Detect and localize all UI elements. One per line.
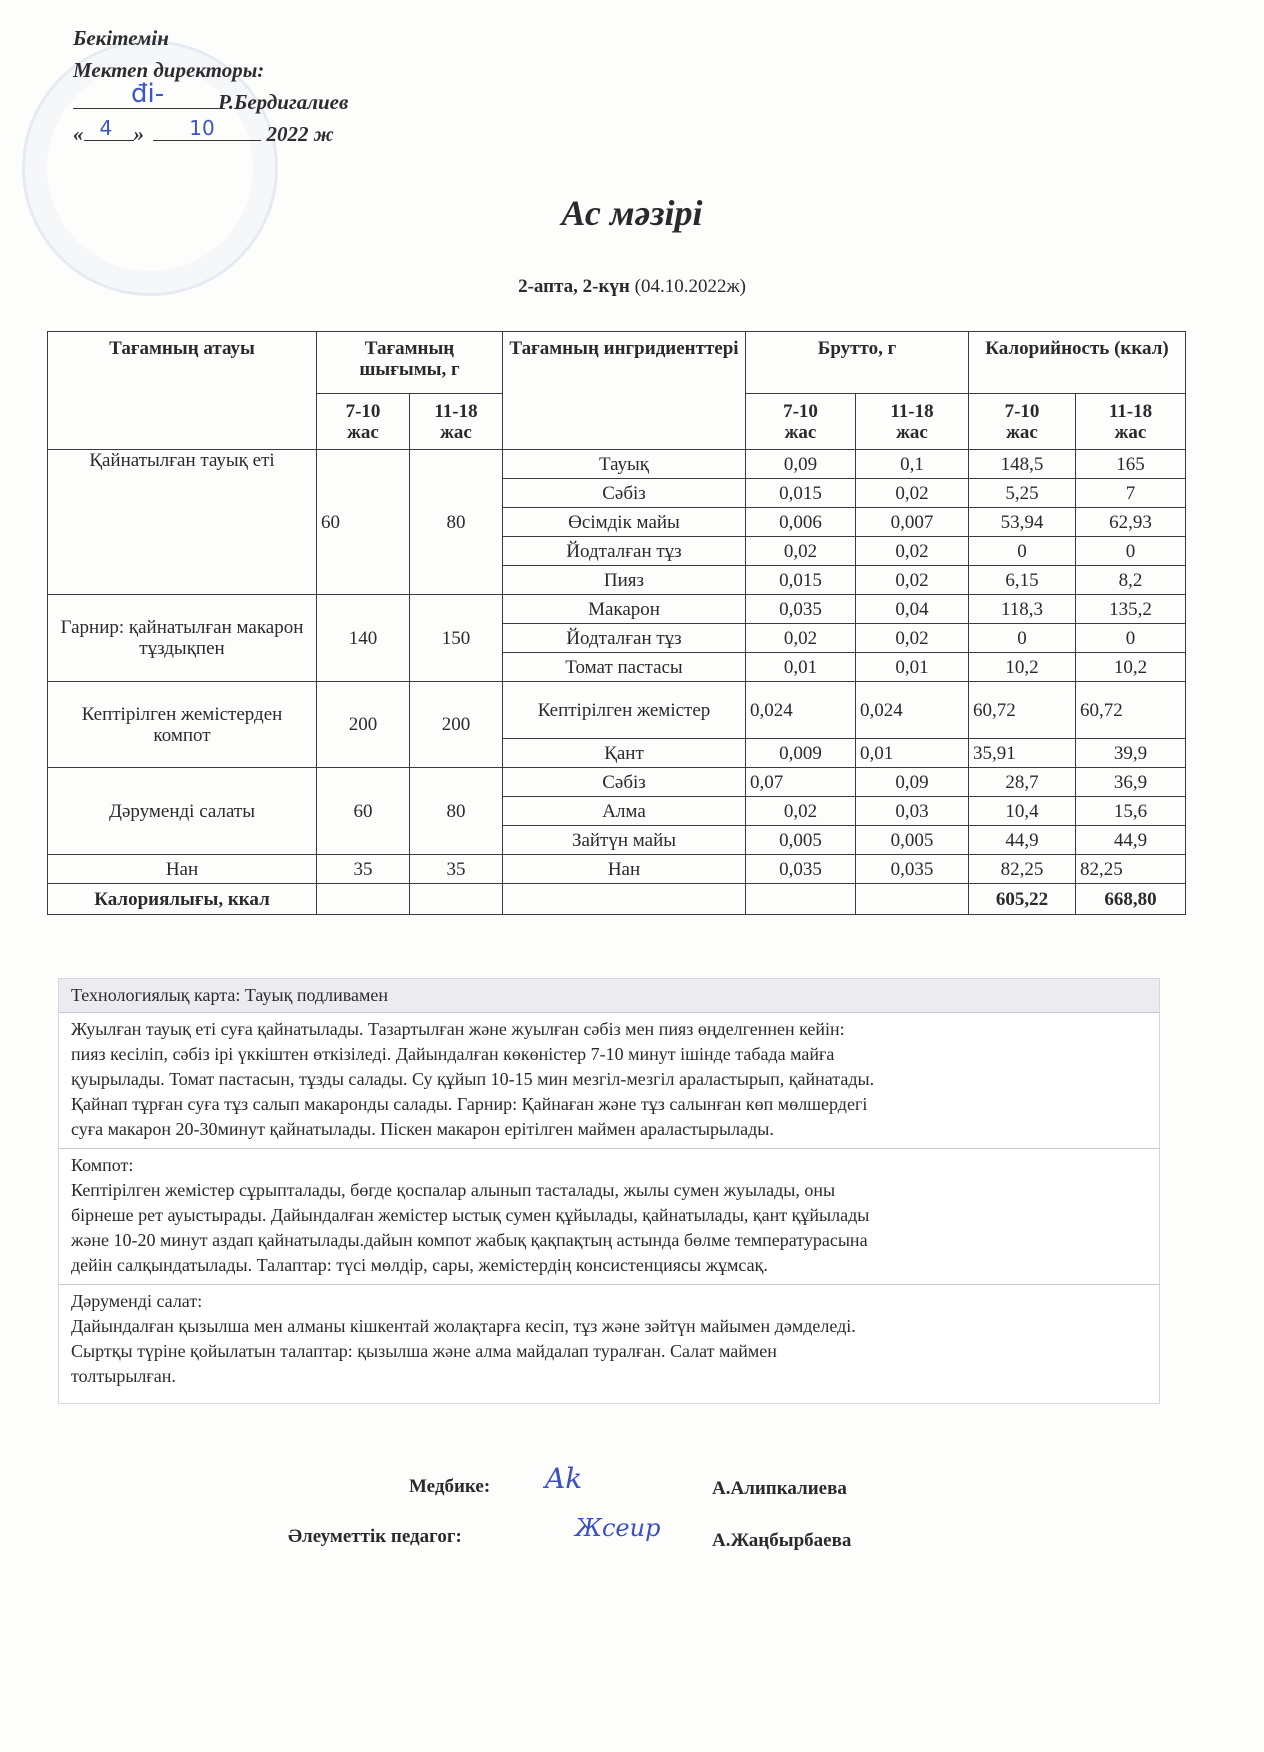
brutto-11-18: 0,04 bbox=[856, 595, 969, 624]
cal-7-10: 60,72 bbox=[969, 682, 1076, 739]
total-row bbox=[48, 884, 1186, 915]
section-title: Дәруменді салат: bbox=[71, 1291, 203, 1311]
dish-output-7-10: 35 bbox=[317, 855, 410, 884]
header-output: Тағамның шығымы, г bbox=[317, 332, 503, 394]
dish-name: Қайнатылған тауық еті bbox=[48, 450, 317, 595]
cal-7-10: 6,15 bbox=[969, 566, 1076, 595]
header-output-7-10: 7-10 жас bbox=[317, 394, 410, 450]
header-cal-7-10: 7-10 жас bbox=[969, 394, 1076, 450]
cal-11-18: 36,9 bbox=[1076, 768, 1186, 797]
signature-blank bbox=[73, 79, 218, 109]
director-signature: đi- bbox=[131, 79, 165, 109]
tech-section-salad: Дәруменді салат: Дайындалған қызылша мен алманы кішкентай жолақтарға кесіп, тұз және зәйтүн майымен дәмделеді. Сыртқы түріне қойылатын талаптар: қызылша және алма майдалап туралған. Салат маймен толтырылған. bbox=[59, 1285, 1159, 1403]
cal-11-18: 7 bbox=[1076, 479, 1186, 508]
ingredient-name: Томат пастасы bbox=[503, 653, 746, 682]
nurse-signature: Ak bbox=[545, 1462, 583, 1495]
nurse-name: А.Алипкалиева bbox=[712, 1478, 847, 1499]
ingredient-name: Алма bbox=[503, 797, 746, 826]
cal-11-18: 8,2 bbox=[1076, 566, 1186, 595]
ingredient-name: Пияз bbox=[503, 566, 746, 595]
ingredient-name: Сәбіз bbox=[503, 479, 746, 508]
header-dish-name: Тағамның атауы bbox=[48, 332, 317, 450]
dish-name: Гарнир: қайнатылған макарон тұздықпен bbox=[48, 595, 317, 682]
date-month-blank bbox=[153, 118, 261, 141]
cal-11-18: 0 bbox=[1076, 537, 1186, 566]
page-title: Ас мәзірі bbox=[561, 193, 703, 233]
tech-section-chicken: Жуылған тауық еті суға қайнатылады. Тазартылған және жуылған сәбіз мен пияз өңделгеннен кейін: пияз кесіліп, сәбіз ірі үккіштен өткізіледі. Дайындалған көкөністер 7-10 минут ішінде табада майға қуырылады. Томат пастасын, тұзды салады. Су құйып 10-15 мин мезгіл-мезгіл араластырып, қайнатады. Қайнап тұрған суға тұз салып макаронды салады. Гарнир: Қайнаған және тұз салынған көп мөлшердегі суға макарон 20-30минут қайнатылады. Піскен макарон ерітілген маймен араластырылады. bbox=[59, 1013, 1159, 1149]
ingredient-name: Сәбіз bbox=[503, 768, 746, 797]
table-row bbox=[48, 682, 1186, 739]
pedagogue-name: А.Жаңбырбаева bbox=[712, 1530, 852, 1551]
brutto-11-18: 0,03 bbox=[856, 797, 969, 826]
dish-output-11-18: 200 bbox=[410, 682, 503, 768]
tech-card bbox=[58, 978, 1160, 1404]
brutto-11-18: 0,005 bbox=[856, 826, 969, 855]
cal-7-10: 10,4 bbox=[969, 797, 1076, 826]
approval-position: Мектеп директоры: bbox=[73, 58, 265, 82]
dish-output-11-18: 35 bbox=[410, 855, 503, 884]
brutto-7-10: 0,02 bbox=[746, 797, 856, 826]
cal-11-18: 60,72 bbox=[1076, 682, 1186, 739]
cal-7-10: 148,5 bbox=[969, 450, 1076, 479]
pedagogue-label: Әлеуметтік педагог: bbox=[288, 1526, 462, 1547]
dish-name: Кептірілген жемістерден компот bbox=[48, 682, 317, 768]
brutto-7-10: 0,015 bbox=[746, 566, 856, 595]
brutto-7-10: 0,006 bbox=[746, 508, 856, 537]
ingredient-name: Қант bbox=[503, 739, 746, 768]
dish-output-7-10: 140 bbox=[317, 595, 410, 682]
pedagogue-signature: Жсеир bbox=[575, 1514, 661, 1542]
approval-date: « 4 » 10 2022 ж bbox=[73, 118, 348, 150]
tech-card-header: Технологиялық карта: Тауық подливамен bbox=[59, 979, 1159, 1013]
header-output-11-18: 11-18 жас bbox=[410, 394, 503, 450]
approval-block bbox=[73, 22, 348, 150]
date-month: 10 bbox=[189, 116, 215, 140]
cal-11-18: 44,9 bbox=[1076, 826, 1186, 855]
header-brutto-7-10: 7-10 жас bbox=[746, 394, 856, 450]
date-year: 2022 ж bbox=[266, 122, 334, 146]
brutto-7-10: 0,09 bbox=[746, 450, 856, 479]
page-subtitle bbox=[0, 276, 1264, 298]
brutto-11-18: 0,02 bbox=[856, 566, 969, 595]
tech-section-compote: Компот: Кептірілген жемістер сұрыпталады, бөгде қоспалар алынып тасталады, жылы сумен жуылады, оны бірнеше рет ауыстырады. Дайындалған жемістер ыстық сумен құйылады, қайнатылады, қант құйылады және 10-20 минут аздап қайнатылады.дайын компот жабық қақпақтың астында бөлме температурасына дейін салқындатылады. Талаптар: түсі мөлдір, сары, жемістердің консистенциясы жұмсақ. bbox=[59, 1149, 1159, 1285]
dish-output-11-18: 150 bbox=[410, 595, 503, 682]
cal-11-18: 82,25 bbox=[1076, 855, 1186, 884]
cal-11-18: 15,6 bbox=[1076, 797, 1186, 826]
brutto-7-10: 0,009 bbox=[746, 739, 856, 768]
cal-11-18: 135,2 bbox=[1076, 595, 1186, 624]
dish-output-7-10: 60 bbox=[317, 768, 410, 855]
director-name: Р.Бердигалиев bbox=[218, 90, 349, 114]
nurse-label: Медбике: bbox=[409, 1476, 491, 1497]
cal-11-18: 10,2 bbox=[1076, 653, 1186, 682]
table-row bbox=[48, 768, 1186, 797]
dish-output-11-18: 80 bbox=[410, 768, 503, 855]
cal-7-10: 0 bbox=[969, 624, 1076, 653]
brutto-7-10: 0,02 bbox=[746, 624, 856, 653]
brutto-11-18: 0,024 bbox=[856, 682, 969, 739]
table-row bbox=[48, 450, 1186, 479]
week-day: 2-апта, 2-күн bbox=[518, 276, 630, 297]
menu-table bbox=[47, 331, 1186, 915]
cal-7-10: 82,25 bbox=[969, 855, 1076, 884]
brutto-11-18: 0,01 bbox=[856, 739, 969, 768]
cal-7-10: 44,9 bbox=[969, 826, 1076, 855]
total-label: Калориялығы, ккал bbox=[48, 884, 317, 915]
table-row bbox=[48, 855, 1186, 884]
section-title: Компот: bbox=[71, 1155, 134, 1175]
brutto-7-10: 0,024 bbox=[746, 682, 856, 739]
brutto-11-18: 0,02 bbox=[856, 537, 969, 566]
ingredient-name: Тауық bbox=[503, 450, 746, 479]
dish-output-7-10: 200 bbox=[317, 682, 410, 768]
date-day-blank bbox=[84, 118, 134, 141]
total-cal-7-10: 605,22 bbox=[969, 884, 1076, 915]
cal-7-10: 28,7 bbox=[969, 768, 1076, 797]
menu-date: (04.10.2022ж) bbox=[634, 276, 746, 297]
total-cal-11-18: 668,80 bbox=[1076, 884, 1186, 915]
header-brutto-11-18: 11-18 жас bbox=[856, 394, 969, 450]
cal-7-10: 10,2 bbox=[969, 653, 1076, 682]
cal-11-18: 39,9 bbox=[1076, 739, 1186, 768]
header-calories: Калорийность (ккал) bbox=[969, 332, 1186, 394]
brutto-11-18: 0,1 bbox=[856, 450, 969, 479]
brutto-7-10: 0,005 bbox=[746, 826, 856, 855]
ingredient-name: Нан bbox=[503, 855, 746, 884]
ingredient-name: Өсімдік майы bbox=[503, 508, 746, 537]
dish-output-7-10: 60 bbox=[317, 450, 410, 595]
ingredient-name: Йодталған тұз bbox=[503, 537, 746, 566]
brutto-11-18: 0,035 bbox=[856, 855, 969, 884]
brutto-11-18: 0,02 bbox=[856, 479, 969, 508]
brutto-7-10: 0,07 bbox=[746, 768, 856, 797]
brutto-7-10: 0,02 bbox=[746, 537, 856, 566]
brutto-7-10: 0,035 bbox=[746, 595, 856, 624]
date-day: 4 bbox=[99, 116, 113, 140]
brutto-7-10: 0,035 bbox=[746, 855, 856, 884]
header-brutto: Брутто, г bbox=[746, 332, 969, 394]
cal-11-18: 0 bbox=[1076, 624, 1186, 653]
approval-heading: Бекітемін bbox=[73, 26, 169, 50]
cal-7-10: 118,3 bbox=[969, 595, 1076, 624]
header-cal-11-18: 11-18 жас bbox=[1076, 394, 1186, 450]
brutto-11-18: 0,01 bbox=[856, 653, 969, 682]
dish-name: Дәруменді салаты bbox=[48, 768, 317, 855]
cal-7-10: 35,91 bbox=[969, 739, 1076, 768]
ingredient-name: Зайтүн майы bbox=[503, 826, 746, 855]
table-row bbox=[48, 595, 1186, 624]
ingredient-name: Кептірілген жемістер bbox=[503, 682, 746, 739]
brutto-11-18: 0,007 bbox=[856, 508, 969, 537]
brutto-7-10: 0,015 bbox=[746, 479, 856, 508]
dish-name: Нан bbox=[48, 855, 317, 884]
brutto-7-10: 0,01 bbox=[746, 653, 856, 682]
header-ingredients: Тағамның ингридиенттері bbox=[503, 332, 746, 450]
ingredient-name: Макарон bbox=[503, 595, 746, 624]
cal-7-10: 53,94 bbox=[969, 508, 1076, 537]
cal-7-10: 5,25 bbox=[969, 479, 1076, 508]
cal-11-18: 62,93 bbox=[1076, 508, 1186, 537]
dish-output-11-18: 80 bbox=[410, 450, 503, 595]
cal-7-10: 0 bbox=[969, 537, 1076, 566]
ingredient-name: Йодталған тұз bbox=[503, 624, 746, 653]
cal-11-18: 165 bbox=[1076, 450, 1186, 479]
brutto-11-18: 0,09 bbox=[856, 768, 969, 797]
brutto-11-18: 0,02 bbox=[856, 624, 969, 653]
